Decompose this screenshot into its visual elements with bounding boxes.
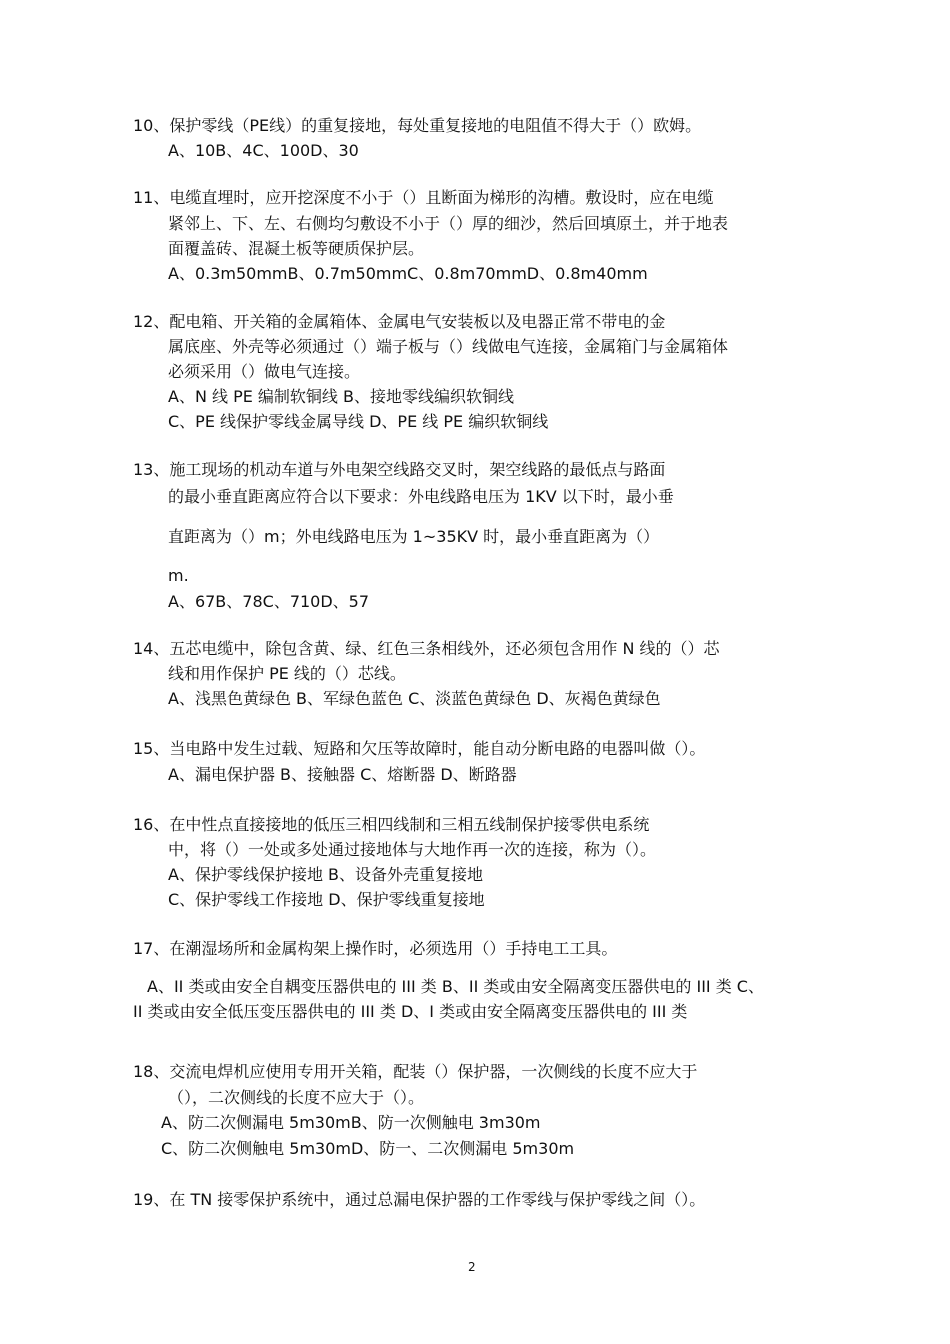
question-12-options-2: C、PE 线保护零线金属导线 D、PE 线 PE 编织软铜线	[168, 412, 549, 431]
question-18-line-2: （），二次侧线的长度不应大于（）。	[168, 1088, 425, 1107]
question-11-options: A、0.3m50mmB、0.7m50mmC、0.8m70mmD、0.8m40mm	[168, 264, 648, 283]
question-12-options-1: A、N 线 PE 编制软铜线 B、接地零线编织软铜线	[168, 387, 514, 406]
question-16-options-2: C、保护零线工作接地 D、保护零线重复接地	[168, 890, 485, 909]
question-17-options-1: A、II 类或由安全自耦变压器供电的 III 类 B、II 类或由安全隔离变压器供电的 III 类 C、	[147, 977, 764, 996]
question-12-line-1: 12、配电箱、开关箱的金属箱体、金属电气安装板以及电器正常不带电的金	[133, 312, 666, 331]
question-15-line-1: 15、当电路中发生过载、短路和欠压等故障时，能自动分断电路的电器叫做（）。	[133, 739, 706, 758]
question-18-options-1: A、防二次侧漏电 5m30mB、防一次侧触电 3m30m	[161, 1113, 541, 1132]
question-14-line-1: 14、五芯电缆中，除包含黄、绿、红色三条相线外，还必须包含用作 N 线的（）芯	[133, 639, 720, 658]
question-11-line-1: 11、电缆直埋时，应开挖深度不小于（）且断面为梯形的沟槽。敷设时，应在电缆	[133, 188, 714, 207]
question-13-line-1: 13、施工现场的机动车道与外电架空线路交叉时，架空线路的最低点与路面	[133, 460, 666, 479]
question-16-line-1: 16、在中性点直接接地的低压三相四线制和三相五线制保护接零供电系统	[133, 815, 650, 834]
question-10-line-1: 10、保护零线（PE线）的重复接地，每处重复接地的电阻值不得大于（）欧姆。	[133, 116, 702, 135]
question-17-options-2: II 类或由安全低压变压器供电的 III 类 D、I 类或由安全隔离变压器供电的 III 类	[133, 1002, 688, 1021]
question-12-line-3: 必须采用（）做电气连接。	[168, 362, 361, 381]
question-16-line-2: 中，将（）一处或多处通过接地体与大地作再一次的连接，称为（）。	[168, 840, 657, 859]
question-17-line-1: 17、在潮湿场所和金属构架上操作时，必须选用（）手持电工工具。	[133, 939, 618, 958]
question-14-line-2: 线和用作保护 PE 线的（）芯线。	[168, 664, 406, 683]
question-19-line-1: 19、在 TN 接零保护系统中，通过总漏电保护器的工作零线与保护零线之间（）。	[133, 1190, 706, 1209]
question-12-line-2: 属底座、外壳等必须通过（）端子板与（）线做电气连接，金属箱门与金属箱体	[168, 337, 729, 356]
question-16-options-1: A、保护零线保护接地 B、设备外壳重复接地	[168, 865, 484, 884]
question-18-options-2: C、防二次侧触电 5m30mD、防一、二次侧漏电 5m30m	[161, 1139, 575, 1158]
question-11-line-2: 紧邻上、下、左、右侧均匀敷设不小于（）厚的细沙，然后回填原土，并于地表	[168, 214, 729, 233]
question-10-options: A、10B、4C、100D、30	[168, 141, 359, 160]
question-11-line-3: 面覆盖砖、混凝土板等硬质保护层。	[168, 239, 425, 258]
question-18-line-1: 18、交流电焊机应使用专用开关箱，配装（）保护器，一次侧线的长度不应大于	[133, 1062, 698, 1081]
question-14-options: A、浅黑色黄绿色 B、军绿色蓝色 C、淡蓝色黄绿色 D、灰褐色黄绿色	[168, 689, 661, 708]
question-13-line-4: m.	[168, 566, 189, 585]
question-13-options: A、67B、78C、710D、57	[168, 592, 370, 611]
question-13-line-2: 的最小垂直距离应符合以下要求：外电线路电压为 1KV 以下时，最小垂	[168, 487, 674, 506]
question-13-line-3: 直距离为（）m；外电线路电压为 1~35KV 时，最小垂直距离为（）	[168, 527, 660, 546]
question-15-options: A、漏电保护器 B、接触器 C、熔断器 D、断路器	[168, 765, 517, 784]
page-number: 2	[468, 1260, 476, 1274]
